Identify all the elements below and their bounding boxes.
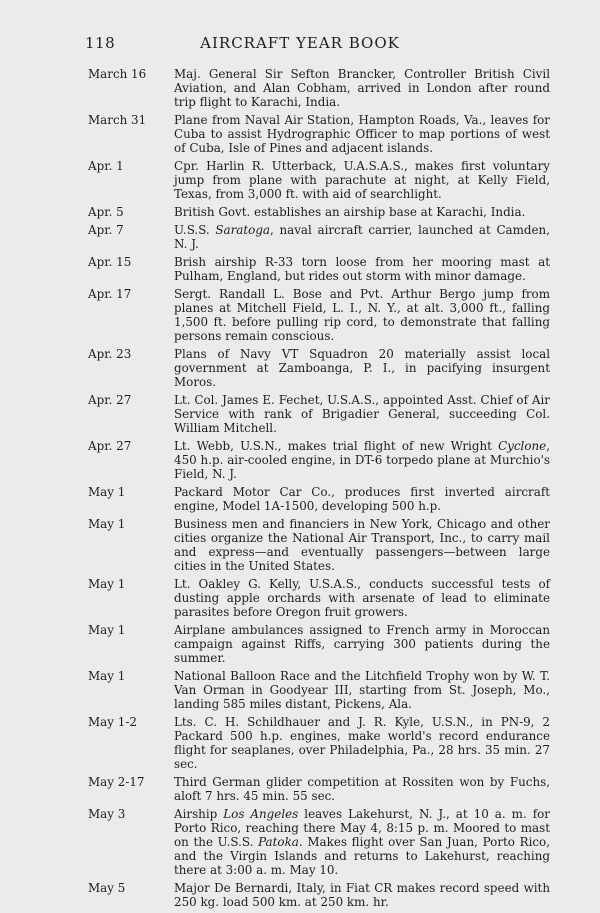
chronology-entry (88, 623, 550, 665)
entry-date: March 31 (88, 113, 147, 127)
entry-date: Apr. 15 (88, 255, 132, 269)
entry-text: British Govt. establishes an airship base at Karachi, India. (174, 205, 526, 219)
entry-date: Apr. 17 (88, 287, 132, 301)
entry-date: May 1 (88, 485, 126, 499)
entry-text: Lts. C. H. Schildhauer and J. R. Kyle, U.S.N., in PN-9, 2 Packard 500 h.p. engines, make world's record endurance flight for seaplanes, over Philadelphia, Pa., 28 hrs. 35 min. 27 sec. (174, 715, 550, 771)
chronology-entry (88, 715, 550, 771)
entry-text: National Balloon Race and the Litchfield Trophy won by W. T. Van Orman in Goodyear III, starting from St. Joseph, Mo., landing 585 miles distant, Pickens, Ala. (174, 669, 550, 711)
chronology-entry (88, 485, 550, 513)
chronology-entry (88, 67, 550, 109)
entry-date: Apr. 27 (88, 393, 132, 407)
entry-date: Apr. 1 (88, 159, 124, 173)
entry-date: March 16 (88, 67, 147, 81)
page-number: 118 (85, 34, 116, 52)
entry-text: Sergt. Randall L. Bose and Pvt. Arthur Bergo jump from planes at Mitchell Field, L. I., N. Y., at alt. 3,000 ft., falling 1,500 ft. before pulling rip cord, to demonstrate that falling persons remain conscious. (174, 287, 550, 343)
entry-date: May 1 (88, 669, 126, 683)
chronology-entry (88, 577, 550, 619)
chronology-entry (88, 439, 550, 481)
entry-text: Cpr. Harlin R. Utterback, U.A.S.A.S., makes first voluntary jump from plane with parachute at night, at Kelly Field, Texas, from 3,000 ft. with aid of searchlight. (174, 159, 550, 201)
entry-text: Third German glider competition at Rossiten won by Fuchs, aloft 7 hrs. 45 min. 55 sec. (174, 775, 550, 803)
chronology-entry (88, 205, 550, 219)
entry-text: Major De Bernardi, Italy, in Fiat CR makes record speed with 250 kg. load 500 km. at 250 km. hr. (174, 881, 550, 909)
chronology-entry (88, 347, 550, 389)
running-head-title: AIRCRAFT YEAR BOOK (200, 34, 400, 52)
entry-date: May 2-17 (88, 775, 145, 789)
entry-text: Lt. Col. James E. Fechet, U.S.A.S., appointed Asst. Chief of Air Service with rank of Brigadier General, succeeding Col. William Mitchell. (174, 393, 550, 435)
entry-text: Plane from Naval Air Station, Hampton Roads, Va., leaves for Cuba to assist Hydrographic Officer to map portions of west of Cuba, Isle of Pines and adjacent islands. (174, 113, 550, 155)
entry-date: May 1-2 (88, 715, 137, 729)
entry-date: May 1 (88, 577, 126, 591)
chronology-entry (88, 287, 550, 343)
entry-text: Airplane ambulances assigned to French army in Moroccan campaign against Riffs, carrying 300 patients during the summer. (174, 623, 550, 665)
entry-text: U.S.S. Saratoga, naval aircraft carrier, launched at Camden, N. J. (174, 223, 550, 251)
entry-date: May 1 (88, 517, 126, 531)
chronology-entry (88, 517, 550, 573)
entry-date: Apr. 27 (88, 439, 132, 453)
entry-date: May 1 (88, 623, 126, 637)
entry-text: Packard Motor Car Co., produces first inverted aircraft engine, Model 1A-1500, developing 500 h.p. (174, 485, 550, 513)
entry-text: Lt. Webb, U.S.N., makes trial flight of new Wright Cyclone, 450 h.p. air-cooled engine, in DT-6 torpedo plane at Murchio's Field, N. J. (174, 439, 550, 481)
entry-date: Apr. 23 (88, 347, 132, 361)
entry-text: Business men and financiers in New York, Chicago and other cities organize the National Air Transport, Inc., to carry mail and express—and eventually passengers—between large cities in the United States. (174, 517, 550, 573)
chronology-entry (88, 807, 550, 877)
entry-text: Plans of Navy VT Squadron 20 materially assist local government at Zamboanga, P. I., in pacifying insurgent Moros. (174, 347, 550, 389)
chronology-entry (88, 113, 550, 155)
chronology-list (88, 67, 550, 913)
chronology-entry (88, 775, 550, 803)
chronology-entry (88, 881, 550, 909)
chronology-entry (88, 393, 550, 435)
chronology-entry (88, 669, 550, 711)
chronology-entry (88, 223, 550, 251)
entry-text: Lt. Oakley G. Kelly, U.S.A.S., conducts successful tests of dusting apple orchards with arsenate of lead to eliminate parasites before Oregon fruit growers. (174, 577, 550, 619)
entry-date: Apr. 5 (88, 205, 124, 219)
entry-date: Apr. 7 (88, 223, 124, 237)
entry-text: Airship Los Angeles leaves Lakehurst, N. J., at 10 a. m. for Porto Rico, reaching there May 4, 8:15 p. m. Moored to mast on the U.S.S. Patoka. Makes flight over San Juan, Porto Rico, and the Virgin Islands and returns to Lakehurst, reaching there at 3:00 a. m. May 10. (174, 807, 550, 877)
chronology-entry (88, 255, 550, 283)
entry-text: Maj. General Sir Sefton Brancker, Controller British Civil Aviation, and Alan Cobham, arrived in London after round trip flight to Karachi, India. (174, 67, 550, 109)
chronology-entry (88, 159, 550, 201)
entry-date: May 3 (88, 807, 126, 821)
entry-date: May 5 (88, 881, 126, 895)
entry-text: Brish airship R-33 torn loose from her mooring mast at Pulham, England, but rides out storm with minor damage. (174, 255, 550, 283)
